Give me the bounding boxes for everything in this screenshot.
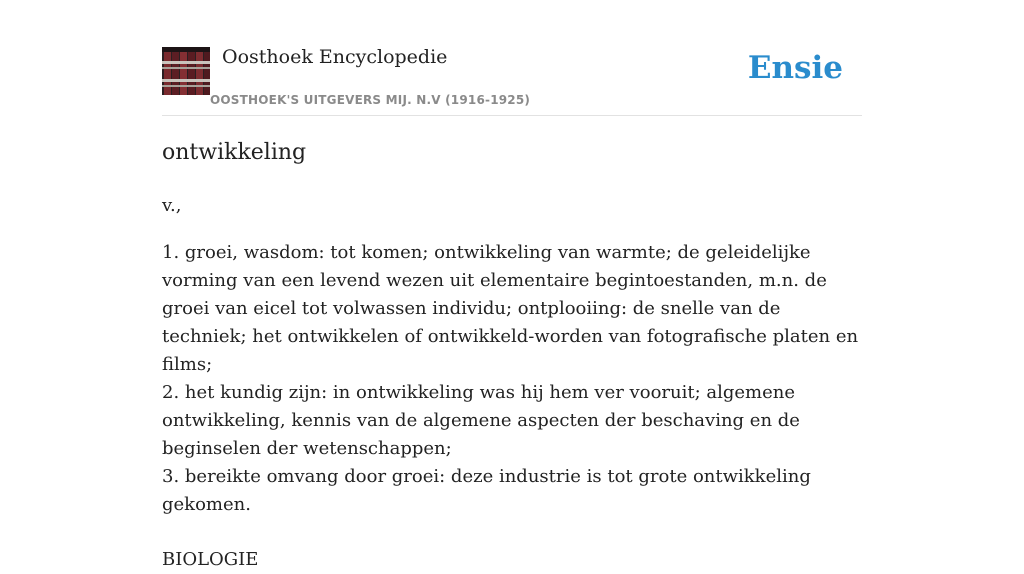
header-divider [162,115,862,116]
entry-content [162,192,862,574]
definition-3: 3. bereikte omvang door groei: deze industrie is tot grote ontwikkeling gekomen. [162,466,811,515]
entry-grammar: v., [162,195,182,216]
books-image [162,47,210,95]
source-subtitle: OOSTHOEK'S UITGEVERS MIJ. N.V (1916-1925) [210,93,531,107]
entry-headword: ontwikkeling [162,140,307,165]
definition-1: 1. groei, wasdom: tot komen; ontwikkeling van warmte; de geleidelijke vorming van een levend wezen uit elementaire begintoestanden, m.n. de groei van eicel tot volwassen individu; ontplooiing: de snelle van de techniek; het ontwikkelen of ontwikkeld-worden van fotografische platen en films; [162,242,859,375]
brand-logo[interactable]: Ensie [747,50,843,86]
section-label: BIOLOGIE [162,549,259,570]
source-title[interactable]: Oosthoek Encyclopedie [222,46,448,68]
definition-2: 2. het kundig zijn: in ontwikkeling was hij hem ver vooruit; algemene ontwikkeling, kennis van de algemene aspecten der beschaving en de beginselen der wetenschappen; [162,382,800,459]
encyclopedia-books-avatar[interactable] [162,47,210,95]
